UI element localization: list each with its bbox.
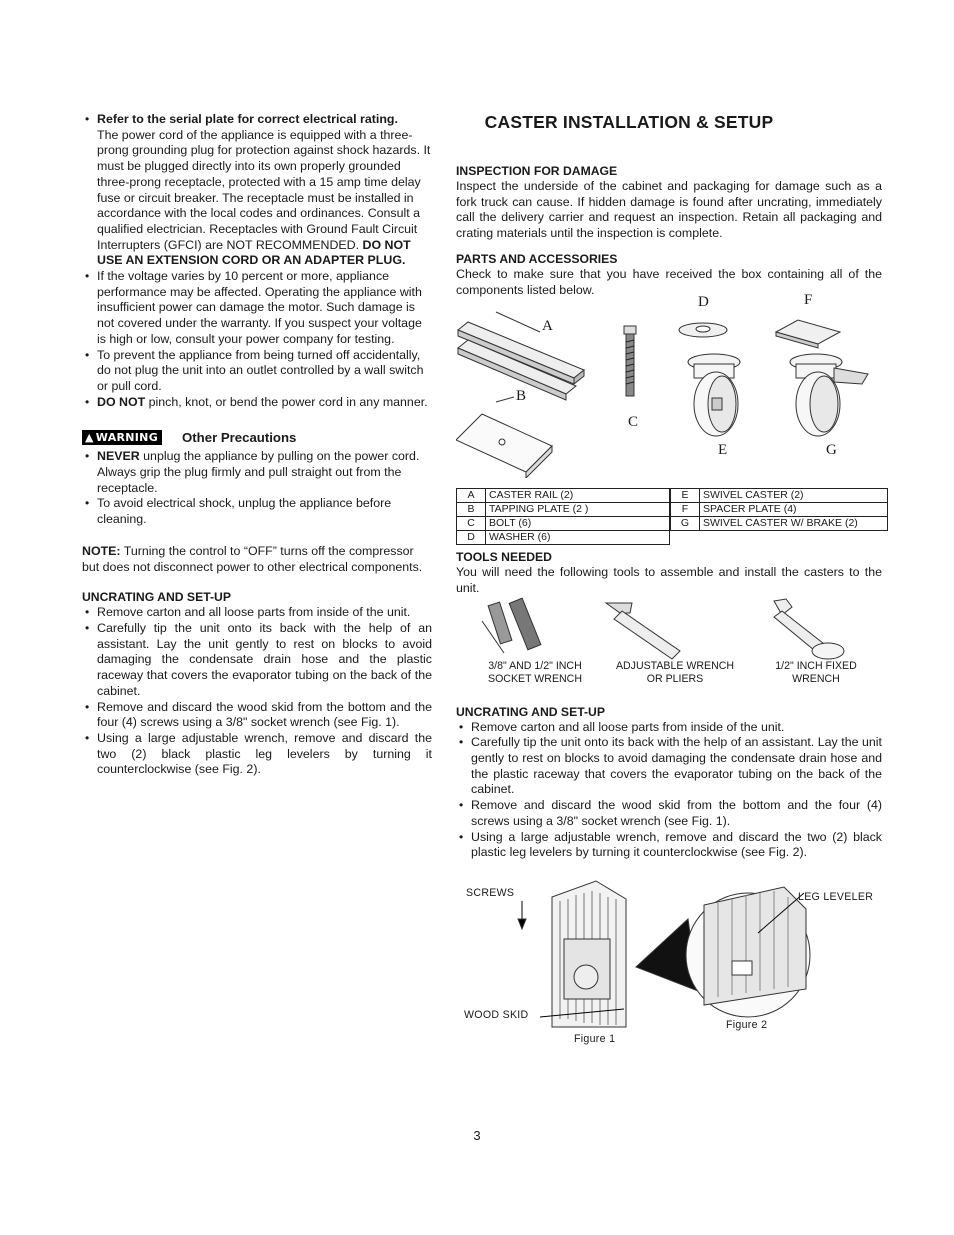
table-row: G SWIVEL CASTER W/ BRAKE (2) xyxy=(671,517,888,531)
wall-switch-text: To prevent the appliance from being turned off accidentally, do not plug the unit into an outlet controlled by a wall switch or pull cord. xyxy=(97,347,424,393)
label-e: E xyxy=(718,442,728,459)
leg-leveler-label: LEG LEVELER xyxy=(798,890,874,903)
parts-text: Check to make sure that you have received the box containing all of the components listed below. xyxy=(456,266,882,297)
page-title: CASTER INSTALLATION & SETUP xyxy=(484,112,774,132)
serial-plate-heading: • Refer to the serial plate for correct electrical rating. xyxy=(97,112,398,126)
socket-wrench-drawing xyxy=(482,598,541,653)
tools-illustration xyxy=(456,597,882,697)
parts-heading: PARTS AND ACCESSORIES xyxy=(456,251,618,266)
adjustable-wrench-drawing xyxy=(606,603,680,659)
voltage-text: If the voltage varies by 10 percent or more, appliance performance may be affected. Operating the appliance with insufficient power can damage the motor. Such damage is not covered under the warranty. If you suspect your voltage is high or low, consult your power company for testing. xyxy=(97,269,422,346)
caster-rail-drawing xyxy=(458,312,584,400)
tool1-caption: 3/8" AND 1/2" INCH SOCKET WRENCH xyxy=(488,659,582,685)
tools-drawing xyxy=(456,597,882,661)
list-item: • Remove and discard the wood skid from the bottom and the four (4) screws using a 3/8" socket wrench (see Fig. 1). xyxy=(82,700,432,731)
list-item: • Using a large adjustable wrench, remove and discard the two (2) black plastic leg levelers by turning it counterclockwise (see Fig. 2). xyxy=(82,731,432,778)
page-number: 3 xyxy=(473,1128,481,1143)
list-item xyxy=(82,269,432,348)
table-row: F SPACER PLATE (4) xyxy=(671,503,888,517)
table-row: E SWIVEL CASTER (2) xyxy=(671,489,888,503)
figure1-drawing xyxy=(552,881,626,1027)
parts-table-left xyxy=(456,488,670,545)
list-item: • Carefully tip the unit onto its back with the help of an assistant. Lay the unit gently to rest on blocks to avoid damaging the condensate drain hose and the plastic raceway that covers the evaporator tubing on the back of the cabinet. xyxy=(456,735,882,798)
parts-illustration xyxy=(456,292,882,478)
parts-table-right xyxy=(670,488,888,531)
table-row: A CASTER RAIL (2) xyxy=(457,489,670,503)
inspection-text: Inspect the underside of the cabinet and packaging for damage such as a fork truck can cause. If hidden damage is found after uncrating, immediately call the delivery carrier and request an inspection. Retain all packaging and crating materials until the inspection is complete. xyxy=(456,179,882,241)
figure2-caption: Figure 2 xyxy=(726,1018,768,1031)
table-row: D WASHER (6) xyxy=(457,531,670,545)
precautions-list xyxy=(82,449,432,528)
label-b: B xyxy=(516,388,527,405)
list-item xyxy=(82,395,432,411)
tool3-caption: 1/2" INCH FIXED WRENCH xyxy=(775,659,857,685)
swivel-caster-drawing xyxy=(688,354,740,436)
bolt-drawing xyxy=(624,326,636,396)
inspection-heading: INSPECTION FOR DAMAGE xyxy=(456,164,618,178)
tapping-plate-drawing xyxy=(456,397,552,478)
list-item: • Remove and discard the wood skid from the bottom and the four (4) screws using a 3/8" socket wrench (see Fig. 1). xyxy=(456,798,882,829)
uncrating-list-right xyxy=(456,720,882,861)
label-d: D xyxy=(698,294,709,311)
tools-text: You will need the following tools to assemble and install the casters to the unit. xyxy=(456,565,882,595)
figure2-drawing xyxy=(636,887,810,1017)
warning-triangle-icon: ▲ xyxy=(85,431,94,445)
fixed-wrench-drawing xyxy=(774,599,844,659)
list-item: • Carefully tip the unit onto its back with the help of an assistant. Lay the unit gently to rest on blocks to avoid damaging the condensate drain hose and the plastic raceway that covers the evaporator tubing on the back of the cabinet. xyxy=(82,621,432,700)
list-item xyxy=(82,348,432,395)
uncrating-list-left xyxy=(82,605,432,778)
tools-heading: TOOLS NEEDED xyxy=(456,550,552,565)
label-c: C xyxy=(628,414,639,431)
warning-badge: ▲ WARNING xyxy=(82,430,162,445)
list-item: • Using a large adjustable wrench, remove and discard the two (2) black plastic leg levelers by turning it counterclockwise (see Fig. 2). xyxy=(456,830,882,861)
extension-cord-warning: DO NOT USE AN EXTENSION CORD OR AN ADAPTER PLUG. xyxy=(97,237,411,268)
label-g: G xyxy=(826,442,837,459)
list-item: • NEVER unplug the appliance by pulling on the power cord. Always grip the plug firmly and pull straight out from the receptacle. xyxy=(82,449,432,496)
figure1-caption: Figure 1 xyxy=(574,1032,616,1045)
power-cord-text: pinch, knot, or bend the power cord in any manner. xyxy=(148,394,428,409)
uncrating-heading-left: UNCRATING AND SET-UP xyxy=(82,590,231,605)
parts-table-wrap xyxy=(456,488,882,550)
other-precautions-heading: Other Precautions xyxy=(182,430,297,446)
figures-illustration xyxy=(456,879,882,1045)
table-row: B TAPPING PLATE (2 ) xyxy=(457,503,670,517)
do-not-label: DO NOT xyxy=(97,394,146,409)
wood-skid-label: WOOD SKID xyxy=(464,1008,529,1021)
electrical-list xyxy=(82,112,432,410)
list-item xyxy=(82,112,432,269)
grounding-text: The power cord of the appliance is equipped with a three-prong grounding plug for protection against shock hazards. It must be plugged directly into its own properly grounded three-prong receptacle, protected with a 15 amp time delay fuse or circuit breaker. The receptacle must be installed in accordance with the local codes and ordinances. Consult a qualified electrician. Receptacles with Ground Fault Circuit Interrupters (GFCI) are NOT RECOMMENDED. xyxy=(97,127,431,252)
swivel-caster-brake-drawing xyxy=(790,354,868,436)
list-item: • To avoid electrical shock, unplug the appliance before cleaning. xyxy=(82,496,432,527)
screws-label: SCREWS xyxy=(466,886,515,899)
table-row: C BOLT (6) xyxy=(457,517,670,531)
list-item: • Remove carton and all loose parts from inside of the unit. xyxy=(456,720,882,736)
note-paragraph: NOTE: Turning the control to “OFF” turns off the compressor but does not disconnect power to other electrical components. xyxy=(82,543,423,574)
warning-row xyxy=(82,430,432,445)
list-item: • Remove carton and all loose parts from inside of the unit. xyxy=(82,605,432,621)
left-column xyxy=(82,112,432,778)
label-f: F xyxy=(804,292,813,309)
label-a: A xyxy=(542,318,553,335)
right-column xyxy=(456,112,882,1045)
uncrating-heading-right: UNCRATING AND SET-UP xyxy=(456,704,605,719)
tool2-caption: ADJUSTABLE WRENCH OR PLIERS xyxy=(615,659,735,685)
